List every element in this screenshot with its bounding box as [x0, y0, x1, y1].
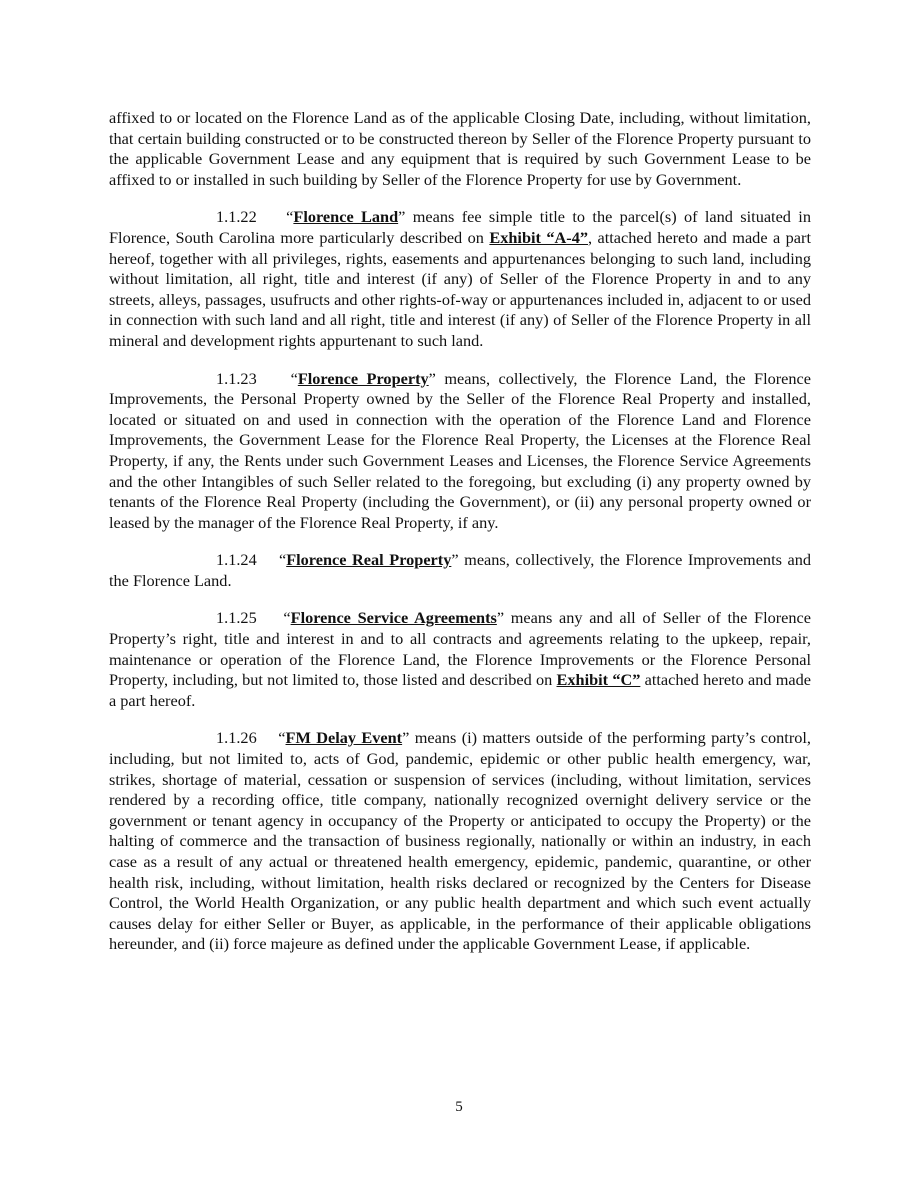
section-number: 1.1.24 [216, 550, 257, 570]
definition-text: ” means, collectively, the Florence Improvements and the Florence Land. [109, 550, 812, 590]
defined-term: Florence Property [297, 368, 429, 388]
defined-term: FM Delay Event [285, 728, 403, 748]
paragraph-continuation [109, 108, 811, 190]
section-number: 1.1.22 [216, 207, 257, 227]
definition-florence-land: 1.1.22 “Florence Land” means fee simple title to the parcel(s) of land situated in Florence, South Carolina more particularly described on Exhibit “A-4”, attached hereto and made a part hereof, together with all privileges, rights, easements and appurtenances belonging to such land, including without limitation, all right, title and interest (if any) of Seller of the Florence Property in and to any streets, alleys, passages, usufructs and other rights-of-way or appurtenances included in, adjacent to or used in connection with such land and all right, title and interest (if any) of Seller of the Florence Property in all mineral and development rights appurtenant to such land. [109, 207, 811, 350]
section-number: 1.1.23 [216, 368, 257, 388]
definition-text: ” means (i) matters outside of the performing party’s control, including, but not limited to, acts of God, pandemic, epidemic or other public health emergency, war, strikes, shortage of material, cessation or suspension of services (including, without limitation, services rendered by a recording office, title company, nationally recognized overnight delivery service or the government or tenant agency in occupancy of the Property or anticipated to occupy the Property) or the halting of commerce and the transaction of business regionally, nationally or within an industry, in each case as a result of any actual or threatened health emergency, epidemic, pandemic, quarantine, or other health risk, including, without limitation, health risks declared or recognized by the Centers for Disease Control, the World Health Organization, or any public health department and which such event actually causes delay for either Seller or Buyer, as applicable, in the performance of their applicable obligations hereunder, and (ii) force majeure as defined under the applicable Government Lease, if applicable. [109, 728, 811, 954]
definition-florence-property: 1.1.23 “Florence Property” means, collectively, the Florence Land, the Florence Improvements, the Personal Property owned by the Seller of the Florence Real Property and installed, located or situated on and used in connection with the operation of the Florence Land and Florence Improvements, the Government Lease for the Florence Real Property, the Licenses at the Florence Real Property, if any, the Rents under such Government Leases and Licenses, the Florence Service Agreements and the other Intangibles of such Seller related to the foregoing, but excluding (i) any property owned by tenants of the Florence Real Property (including the Government), or (ii) any personal property owned or leased by the manager of the Florence Real Property, if any. [109, 368, 812, 532]
definition-text: ” means any and all of Seller of the Florence Property’s right, title and interest in and to all contracts and agreements relating to the upkeep, repair, maintenance or operation of the Florence Land, the Florence Improvements or the Florence Personal Property, including, but not limited to, those listed and described on [109, 608, 811, 690]
definition-fm-delay-event: 1.1.26 “FM Delay Event” means (i) matters outside of the performing party’s control, including, but not limited to, acts of God, pandemic, epidemic or other public health emergency, war, strikes, shortage of material, cessation or suspension of services (including, without limitation, services rendered by a recording office, title company, nationally recognized overnight delivery service or the government or tenant agency in occupancy of the Property or anticipated to occupy the Property) or the halting of commerce and the transaction of business regionally, nationally or within an industry, in each case as a result of any actual or threatened health emergency, epidemic, pandemic, quarantine, or other health risk, including, without limitation, health risks declared or recognized by the Centers for Disease Control, the World Health Organization, or any public health department and which such event actually causes delay for either Seller or Buyer, as applicable, in the performance of their applicable obligations hereunder, and (ii) force majeure as defined under the applicable Government Lease, if applicable. [109, 728, 811, 954]
definition-text: , attached hereto and made a part hereof, together with all privileges, rights, easements and appurtenances belonging to such land, including without limitation, all right, title and interest (if any) of Seller of the Florence Property in and to any streets, alleys, passages, usufructs and other rights-of-way or appurtenances included in, adjacent to or used in connection with such land and all right, title and interest (if any) of Seller of the Florence Property in all mineral and development rights appurtenant to such land. [109, 227, 811, 350]
paragraph-text: affixed to or located on the Florence Land as of the applicable Closing Date, including, without limitation, that certain building constructed or to be constructed thereon by Seller of the Florence Property pursuant to the applicable Government Lease and any equipment that is required by such Government Lease to be affixed to or installed in such building by Seller of the Florence Property for use by Government. [109, 108, 811, 189]
definition-florence-service-agreements: 1.1.25 “Florence Service Agreements” means any and all of Seller of the Florence Property’s right, title and interest in and to all contracts and agreements relating to the upkeep, repair, maintenance or operation of the Florence Land, the Florence Improvements or the Florence Personal Property, including, but not limited to, those listed and described on Exhibit “C” attached hereto and made a part hereof. [109, 608, 811, 710]
definition-text: ” means fee simple title to the parcel(s) of land situated in Florence, South Carolina more particularly described on [109, 207, 811, 247]
defined-term: Florence Land [293, 207, 399, 227]
defined-term: Florence Service Agreements [290, 608, 497, 628]
defined-term: Florence Real Property [286, 550, 452, 570]
section-number: 1.1.26 [216, 728, 257, 748]
page-number: 5 [455, 1099, 463, 1115]
exhibit-reference: Exhibit “C” [556, 670, 641, 690]
definition-text: attached hereto and made a part hereof. [109, 670, 811, 710]
section-number: 1.1.25 [216, 608, 257, 628]
definition-text: ” means, collectively, the Florence Land, the Florence Improvements, the Personal Property owned by the Seller of the Florence Real Property and installed, located or situated on and used in connection with the operation of the Florence Land and Florence Improvements, the Government Lease for the Florence Real Property, the Licenses at the Florence Real Property, if any, the Rents under such Government Leases and Licenses, the Florence Service Agreements and the other Intangibles of such Seller related to the foregoing, but excluding (i) any property owned by tenants of the Florence Real Property (including the Government), or (ii) any personal property owned or leased by the manager of the Florence Real Property, if any. [109, 368, 812, 532]
exhibit-reference: Exhibit “A-4” [489, 227, 589, 247]
document-page [109, 108, 811, 972]
definition-florence-real-property: 1.1.24 “Florence Real Property” means, collectively, the Florence Improvements and the Florence Land. [109, 550, 812, 590]
